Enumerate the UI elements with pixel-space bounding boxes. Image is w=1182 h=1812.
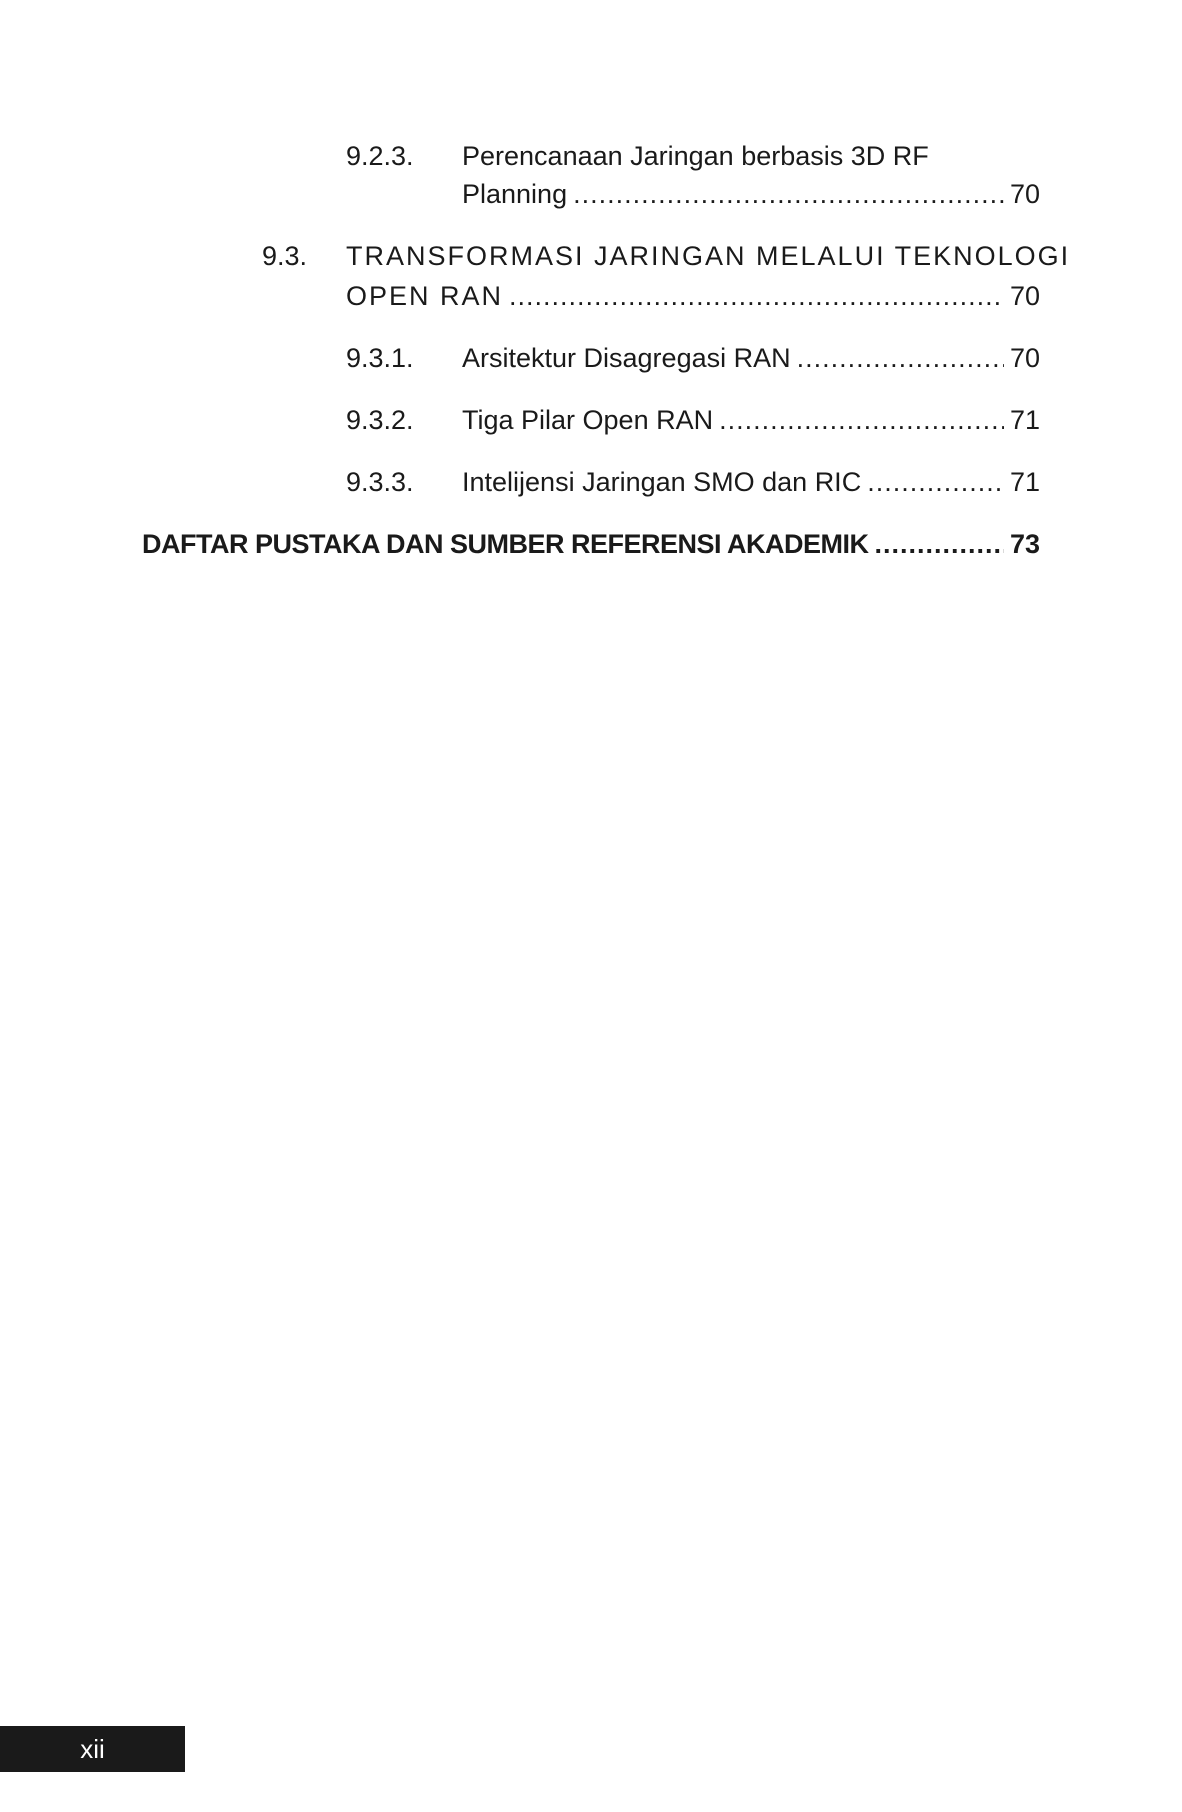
toc-page-number: 70 <box>1009 281 1040 311</box>
toc-title-line2: Planning <box>462 179 568 209</box>
toc-title: Arsitektur Disagregasi RAN <box>462 343 791 373</box>
dot-leader <box>719 400 1004 440</box>
toc-page-number: 73 <box>1009 529 1040 559</box>
toc-page-number: 71 <box>1009 467 1040 497</box>
toc-number: 9.3.2. <box>346 405 414 435</box>
page-number: xii <box>80 1734 105 1764</box>
toc-leader-line <box>462 338 1040 378</box>
toc-leader-line <box>462 174 1040 214</box>
toc-number: 9.3. <box>262 241 308 271</box>
dot-leader <box>797 338 1004 378</box>
toc-title: Intelijensi Jaringan SMO dan RIC <box>462 467 862 497</box>
toc-title-line1: Perencanaan Jaringan berbasis 3D RF <box>462 141 929 171</box>
toc-page-number: 70 <box>1009 343 1040 373</box>
toc-number: 9.3.3. <box>346 467 414 497</box>
dot-leader <box>875 524 1004 564</box>
toc-title-line2: OPEN RAN <box>346 281 504 311</box>
toc-number: 9.3.1. <box>346 343 414 373</box>
dot-leader <box>509 276 1004 316</box>
toc-leader-line <box>462 462 1040 502</box>
page-number-tab <box>0 1726 185 1772</box>
dot-leader <box>573 174 1004 214</box>
toc-number: 9.2.3. <box>346 141 414 171</box>
toc-page-number: 71 <box>1009 405 1040 435</box>
toc-title-line1: TRANSFORMASI JARINGAN MELALUI TEKNOLOGI <box>346 241 1071 271</box>
toc-leader-line <box>462 400 1040 440</box>
toc-leader-line <box>142 524 1040 564</box>
toc-title: DAFTAR PUSTAKA DAN SUMBER REFERENSI AKADEMIK <box>142 529 869 559</box>
toc-leader-line <box>346 276 1040 316</box>
toc-title: Tiga Pilar Open RAN <box>462 405 714 435</box>
dot-leader <box>867 462 1004 502</box>
toc-page-number: 70 <box>1009 179 1040 209</box>
